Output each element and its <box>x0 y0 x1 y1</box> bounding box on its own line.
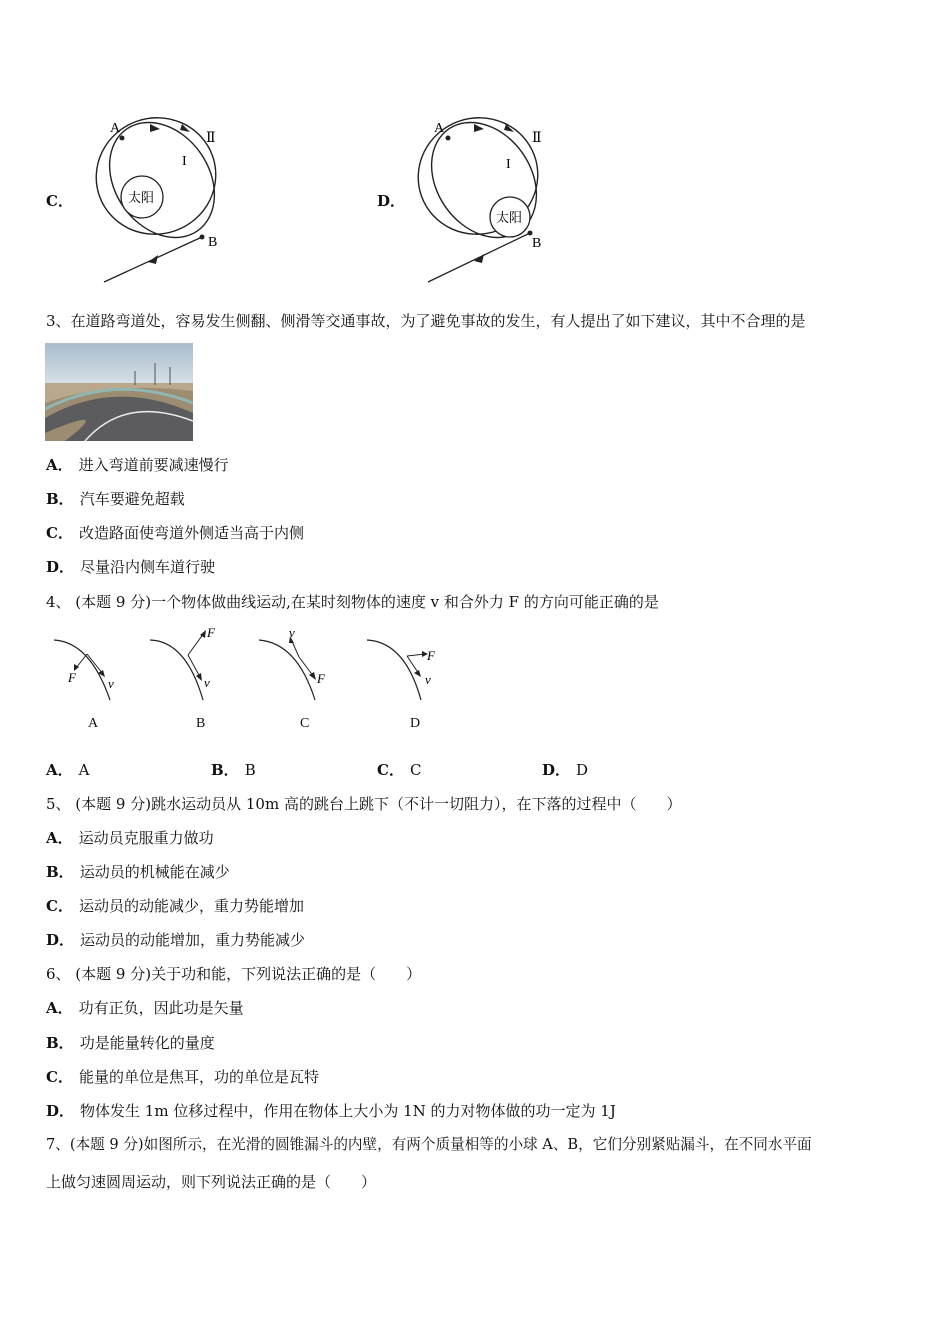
q4-figure-a <box>50 630 140 705</box>
force-label-c: F <box>317 671 325 686</box>
force-label-d: F <box>427 648 435 663</box>
option-d-label: D． <box>377 192 406 210</box>
sun-label-d: 太阳 <box>496 210 523 225</box>
q3-option-d[interactable]: D． 尽量沿内侧车道行驶 <box>46 558 216 576</box>
velocity-label-b: v <box>204 675 210 690</box>
force-label-b: F <box>207 625 215 640</box>
q4-caption-a: A <box>88 716 99 731</box>
q4-stem: 4、 (本题 9 分)一个物体做曲线运动,在某时刻物体的速度 v 和合外力 F 的方向可能正确的是 <box>46 593 659 611</box>
q3-option-a[interactable]: A． 进入弯道前要减速慢行 <box>46 456 229 474</box>
q4-caption-b: B <box>196 716 206 731</box>
q4-caption-c: C <box>300 716 310 731</box>
velocity-label-d: v <box>425 672 431 687</box>
force-label-a: F <box>68 670 76 685</box>
q6-option-d[interactable]: D． 物体发生 1m 位移过程中，作用在物体上大小为 1N 的力对物体做的功一定为 1J <box>46 1102 616 1120</box>
option-c-label: C． <box>46 192 73 210</box>
point-a-label-c: A <box>110 121 121 136</box>
q6-option-b[interactable]: B． 功是能量转化的量度 <box>46 1034 215 1052</box>
point-b-label-c: B <box>208 235 218 250</box>
q4-option-c[interactable]: C． C <box>377 761 422 779</box>
curved-road-photo <box>45 343 193 441</box>
sun-label-c: 太阳 <box>128 190 155 205</box>
orbit-figure-c <box>90 110 240 290</box>
q4-figure-b <box>148 625 238 705</box>
q5-option-b[interactable]: B． 运动员的机械能在减少 <box>46 863 230 881</box>
q6-option-a[interactable]: A． 功有正负，因此功是矢量 <box>46 999 244 1017</box>
q5-stem: 5、 (本题 9 分)跳水运动员从 10m 高的跳台上跳下（不计一切阻力），在下落的过程中（ ） <box>46 795 682 813</box>
orbit2-label-c: Ⅱ <box>206 131 216 146</box>
q3-option-b[interactable]: B． 汽车要避免超载 <box>46 490 185 508</box>
velocity-label-a: v <box>108 676 114 691</box>
q4-option-d[interactable]: D． D <box>542 761 589 779</box>
q3-option-c[interactable]: C． 改造路面使弯道外侧适当高于内侧 <box>46 524 304 542</box>
q6-stem: 6、 (本题 9 分)关于功和能，下列说法正确的是（ ） <box>46 965 422 983</box>
velocity-label-c: v <box>289 625 295 640</box>
q5-option-a[interactable]: A． 运动员克服重力做功 <box>46 829 214 847</box>
q5-option-c[interactable]: C． 运动员的动能减少，重力势能增加 <box>46 897 304 915</box>
q4-figure-d <box>365 630 455 705</box>
orbit1-label-d: I <box>506 157 511 172</box>
orbit-figure-d <box>412 110 562 290</box>
point-b-label-d: B <box>532 236 542 251</box>
q4-option-a[interactable]: A． A <box>46 761 90 779</box>
q5-option-d[interactable]: D． 运动员的动能增加，重力势能减少 <box>46 931 306 949</box>
q4-figure-c <box>257 625 347 705</box>
q3-stem: 3、在道路弯道处，容易发生侧翻、侧滑等交通事故，为了避免事故的发生，有人提出了如下建议，其中不合理的是 <box>46 312 806 330</box>
q7-stem-line2: 上做匀速圆周运动，则下列说法正确的是（ ） <box>46 1173 377 1191</box>
orbit2-label-d: Ⅱ <box>532 131 542 146</box>
q4-option-b[interactable]: B． B <box>211 761 256 779</box>
q7-stem-line1: 7、(本题 9 分)如图所示，在光滑的圆锥漏斗的内壁，有两个质量相等的小球 A、B，它们分别紧贴漏斗，在不同水平面 <box>46 1136 812 1153</box>
orbit1-label-c: I <box>182 154 187 169</box>
point-a-label-d: A <box>434 121 445 136</box>
q6-option-c[interactable]: C． 能量的单位是焦耳，功的单位是瓦特 <box>46 1068 319 1086</box>
q4-caption-d: D <box>410 716 421 731</box>
